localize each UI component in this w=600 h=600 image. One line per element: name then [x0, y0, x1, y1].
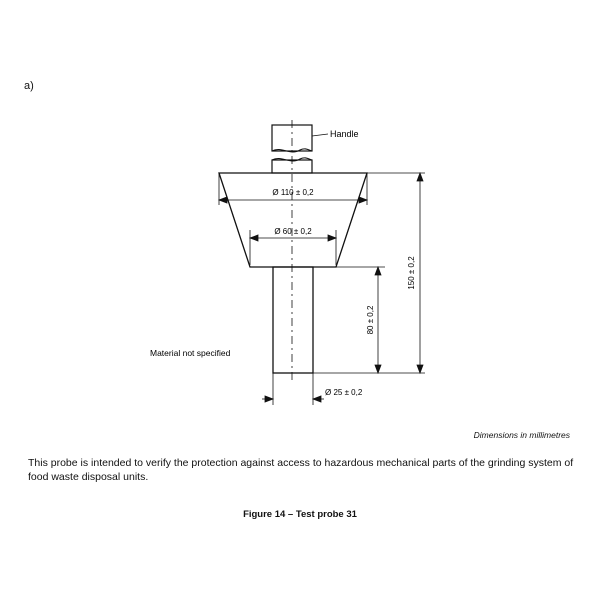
shaft-diameter-dimension [262, 373, 324, 405]
mid-diameter-label: Ø 60 ± 0,2 [274, 227, 312, 236]
description-text: This probe is intended to verify the protection against access to hazardous mechanical parts of the grinding system of food waste disposal units. [28, 457, 574, 483]
shaft-length-label: 80 ± 0,2 [366, 305, 375, 335]
material-note: Material not specified [150, 348, 231, 358]
figure-caption: Figure 14 – Test probe 31 [243, 509, 357, 520]
top-diameter-label: Ø 110 ± 0,2 [272, 188, 314, 197]
total-height-label: 150 ± 0,2 [407, 256, 416, 290]
shaft-diameter-label: Ø 25 ± 0,2 [325, 388, 363, 397]
shaft [273, 267, 313, 373]
subfigure-label: a) [24, 80, 34, 92]
units-note: Dimensions in millimetres [473, 430, 570, 440]
handle-label: Handle [330, 129, 359, 139]
handle-leader [312, 134, 328, 136]
